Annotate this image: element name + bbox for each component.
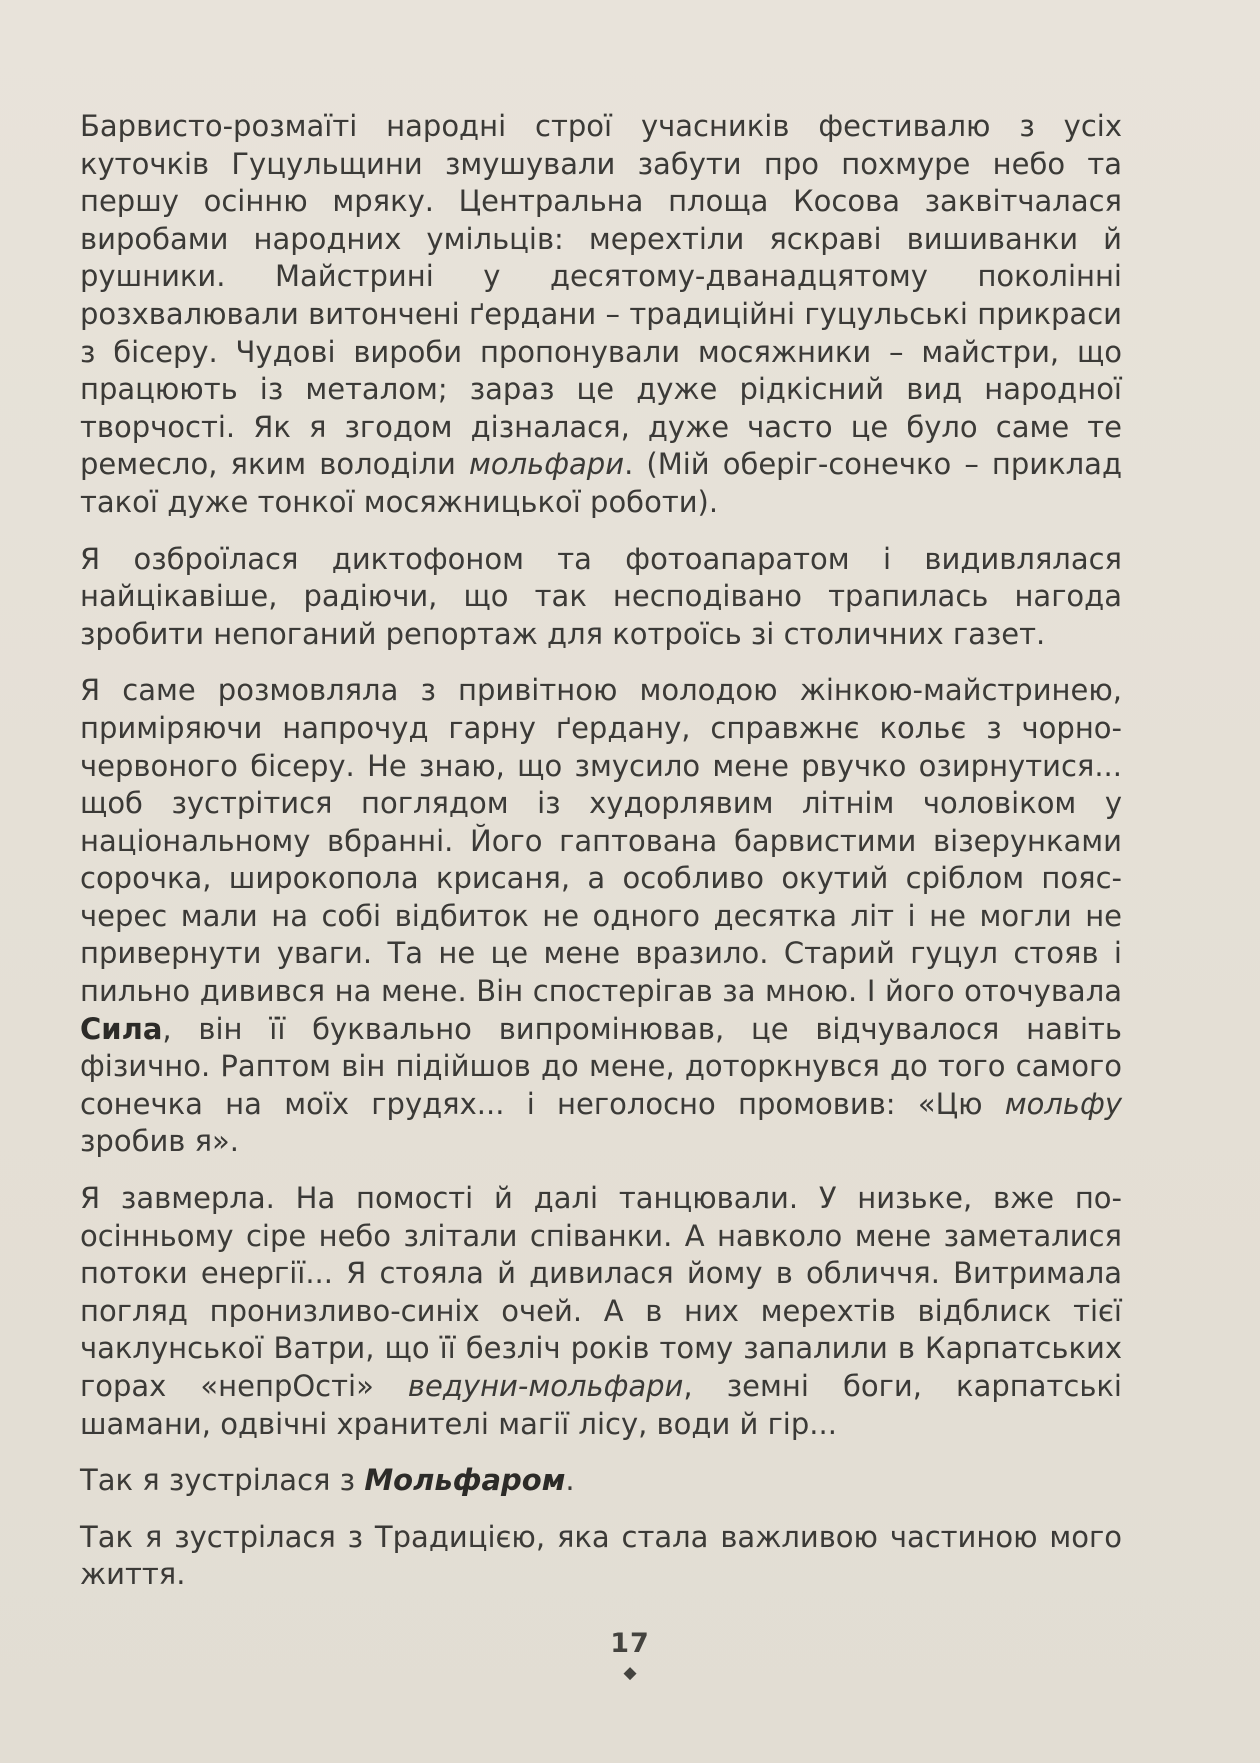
text-run: Я завмерла. На помості й далі танцювали. У низьке, вже по-осінньому сіре небо злітали співанки. А навколо мене заметалися потоки енергії... Я стояла й дивилася йому в обличчя. Витримала погляд пронизливо-синіх очей. А в них мерехтів відблиск тієї чаклунської Ватри, що її безліч років тому запалили в Карпатських горах «непрОсті» [80,1181,1122,1403]
diamond-ornament-icon: ◆ [623,1663,637,1683]
text-run: Так я зустрілася з [80,1463,365,1498]
text-run: . (Мій оберіг-сонечко – приклад такої дуже тонкої мосяжницької роботи). [80,447,1122,519]
term-molfarom: Мольфаром [364,1463,566,1498]
paragraph-meeting [80,672,1122,1161]
text-run: , земні боги, карпатські шамани, одвічні хранителі магії лісу, води й гір... [80,1369,1122,1441]
term-molfary: мольфари [468,447,625,482]
page-number: 17 [610,1628,650,1659]
paragraph-met-tradition [80,1519,1122,1594]
body-text [80,108,1122,1594]
term-molfu: мольфу [1004,1086,1122,1121]
paragraph-festival [80,108,1122,522]
text-run: Барвисто-розмаїті народні строї учасників фестивалю з усіх куточків Гуцульщини змушували забути про похмуре небо та першу осінню мряку. Центральна площа Косова заквітчалася виробами народних умільців: мерехтіли яскраві вишиванки й рушники. Майстрині у десятому-дванадцятому поколінні розхвалювали витончені ґердани – традиційні гуцульські прикраси з бісеру. Чудові вироби пропонували мосяжники – майстри, що працюють із металом; зараз це дуже рідкісний вид народної творчості. Як я згодом дізналася, дуже часто це було саме те ремесло, яким володіли [80,109,1122,482]
text-run: Я озброїлася диктофоном та фотоапаратом і видивлялася найцікавіше, радіючи, що так несподівано трапилась нагода зробити непоганий репортаж для котроїсь зі столичних газет. [80,541,1122,651]
text-run: Так я зустрілася з Традицією, яка стала важливою частиною мого життя. [80,1519,1122,1592]
term-syla: Сила [80,1011,163,1046]
text-run: , він її буквально випромінював, це відчувалося навіть фізично. Раптом він підійшов до мене, доторкнувся до того самого сонечка на моїх грудях... і неголосно промовив: «Цю [80,1011,1122,1121]
term-veduny-molfary: ведуни-мольфари [407,1369,684,1403]
text-run: Я саме розмовляла з привітною молодою жінкою-майстринею, приміряючи напрочуд гарну ґердану, справжнє кольє з чорно-червоного бісеру. Не знаю, що змусило мене рвучко озирнутися... щоб зустрітися поглядом із худорлявим літнім чоловіком у національному вбранні. Його гаптована барвистими візерунками сорочка, широкопола крисаня, а особливо окутий сріблом пояс-черес мали на собі відбиток не одного десятка літ і не могли не привернути уваги. Та не це мене вразило. Старий гуцул стояв і пильно дивився на мене. Він спостерігав за мною. І його оточувала [80,673,1122,1009]
paragraph-met-molfar [80,1462,1122,1500]
paragraph-recorder [80,541,1122,654]
text-run: зробив я». [80,1124,240,1159]
paragraph-froze [80,1180,1122,1443]
text-run: . [565,1463,575,1498]
page-footer [0,1628,1260,1683]
